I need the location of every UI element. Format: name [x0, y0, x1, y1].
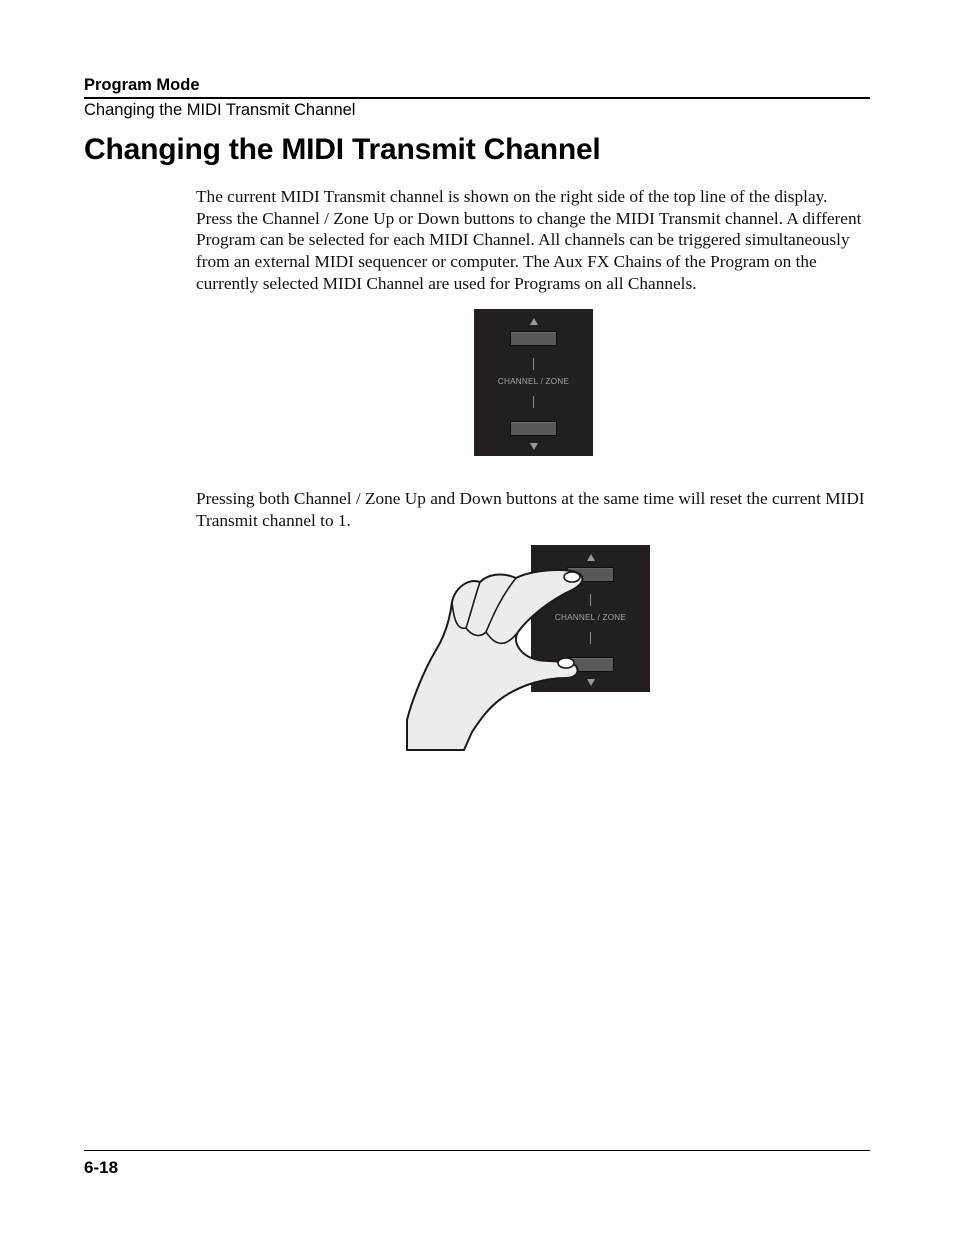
down-arrow-icon — [530, 443, 538, 450]
channel-zone-down-button[interactable] — [510, 421, 557, 436]
body-paragraph-2: Pressing both Channel / Zone Up and Down buttons at the same time will reset the current MIDI Transmit channel to 1. — [196, 489, 865, 530]
page-title: Changing the MIDI Transmit Channel — [84, 133, 601, 166]
header-divider — [84, 97, 870, 99]
panel-tick-mark — [533, 396, 534, 408]
panel-tick-mark — [533, 358, 534, 370]
running-header-section: Program Mode — [84, 76, 200, 94]
channel-zone-label: CHANNEL / ZONE — [554, 613, 627, 622]
page-number: 6-18 — [84, 1158, 119, 1177]
up-arrow-icon — [530, 318, 538, 325]
channel-zone-up-button[interactable] — [510, 331, 557, 346]
running-header-topic: Changing the MIDI Transmit Channel — [84, 101, 356, 119]
channel-zone-label: CHANNEL / ZONE — [497, 377, 570, 386]
channel-zone-panel — [474, 309, 593, 456]
body-paragraph-1: The current MIDI Transmit channel is shown on the right side of the top line of the display. Press the Channel / Zone Up or Down buttons to change the MIDI Transmit channel. A different Program can be selected for each MIDI Channel. All channels can be triggered simultaneously from an external MIDI sequencer or computer. The Aux FX Chains of the Program on the currently selected MIDI Channel are used for Programs on all Channels. — [196, 187, 862, 293]
panel-tick-mark — [590, 632, 591, 644]
pressing-hand-icon — [400, 560, 590, 752]
panel-tick-mark — [590, 594, 591, 606]
footer-divider — [84, 1150, 870, 1151]
